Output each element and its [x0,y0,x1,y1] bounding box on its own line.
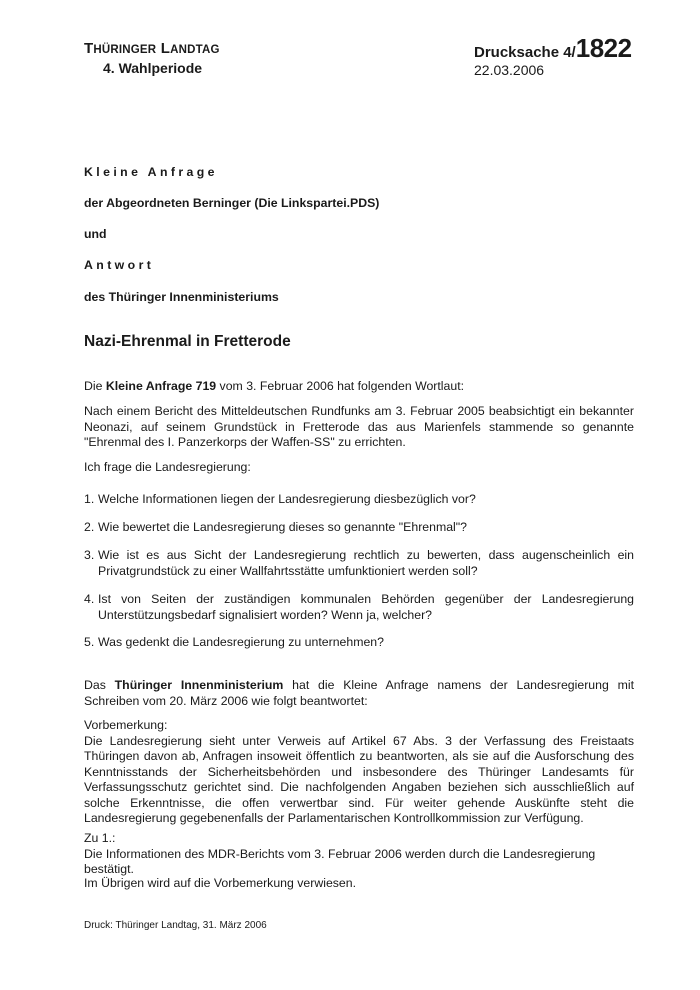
answer-intro-suffix: hat die Kleine Anfrage namens der Landesregierung mit Schreiben vom 20. März 2006 wie folgt beantwortet: [84,678,634,708]
parliament-name-rest-1: HÜRINGER [93,44,157,56]
question-number: 3. [84,548,95,562]
drucksache-line [474,33,632,64]
question-number: 5. [84,635,95,649]
parliament-name-initial-2: L [160,40,171,57]
parliament-header [84,40,220,77]
print-footer: Druck: Thüringer Landtag, 31. März 2006 [84,920,267,931]
question-item-4 [84,592,634,623]
und-line: und [84,227,107,241]
intro-prefix: Die [84,379,106,393]
parliament-name-initial-1: T [84,40,94,57]
question-item-5 [84,635,634,651]
vorbemerkung-label: Vorbemerkung: [84,718,168,732]
drucksache-number: 1822 [575,33,632,63]
answer-intro-paragraph [84,678,634,709]
question-item-2 [84,520,634,536]
vorbemerkung-text: Die Landesregierung sieht unter Verweis auf Artikel 67 Abs. 3 der Verfassung des Freistaats Thüringen davon ab, Anfragen insoweit öffentlich zu beantworten, als sie auf die Ausforschung des Kenntnisstands der Sicherheitsbehörden und insbesondere des Thüringer Landesamts für Verfassungsschutz gerichtet sind. Die nachfolgenden Angaben beziehen sich ausschließlich auf solche Erkenntnisse, die offen verwertbar sind. Für weiter gehende Auskünfte steht die Landesregierung gegebenenfalls der Parlamentarischen Kontrollkommission zur Verfügung. [84,733,634,825]
abgeordnete-line: der Abgeordneten Berninger (Die Linkspartei.PDS) [84,196,380,210]
question-number: 2. [84,520,95,534]
drucksache-label: Drucksache 4/ [474,44,576,61]
kleine-anfrage-heading: Kleine Anfrage [84,165,218,179]
frage-intro: Ich frage die Landesregierung: [84,460,251,474]
answer-1-label: Zu 1.: [84,831,116,845]
wortlaut-paragraph: Nach einem Bericht des Mitteldeutschen Rundfunks am 3. Februar 2005 beabsichtigt ein bekannter Neonazi, auf seinem Grundstück in Fretterode das aus Marienfels stammende so genannte "Ehrenmal des I. Panzerkorps der Waffen-SS" zu errichten. [84,404,634,449]
question-text: Was gedenkt die Landesregierung zu unternehmen? [98,635,384,649]
antwort-heading: Antwort [84,258,155,272]
question-text: Wie bewertet die Landesregierung dieses so genannte "Ehrenmal"? [98,520,467,534]
intro-paragraph [84,379,634,395]
answer-intro-prefix: Das [84,678,115,692]
election-period: 4. Wahlperiode [103,60,203,76]
question-item-1 [84,492,634,508]
question-text: Ist von Seiten der zuständigen kommunalen Behörden gegenüber der Landesregierung Unterstützungsbedarf signalisiert worden? Wenn ja, welcher? [98,592,634,622]
intro-suffix: vom 3. Februar 2006 hat folgenden Wortlaut: [216,379,465,393]
question-text: Wie ist es aus Sicht der Landesregierung rechtlich zu bewerten, dass augenscheinlich ein Privatgrundstück zu einer Wallfahrtsstätte umfunktioniert werden soll? [98,548,634,578]
parliament-name [84,40,220,59]
ministerium-line: des Thüringer Innenministeriums [84,290,279,304]
question-number: 4. [84,592,95,606]
question-text: Welche Informationen liegen der Landesregierung diesbezüglich vor? [98,492,476,506]
document-id-block [474,33,632,78]
answer-1-section [84,831,634,878]
page-title: Nazi-Ehrenmal in Fretterode [84,333,291,350]
question-item-3 [84,548,634,579]
intro-reference: Kleine Anfrage 719 [105,379,217,393]
parliament-name-rest-2: ANDTAG [170,44,220,56]
answer-1-text: Die Informationen des MDR-Berichts vom 3. Februar 2006 werden durch die Landesregierung bestätigt. [84,846,596,876]
document-date: 22.03.2006 [474,62,545,78]
closing-line: Im Übrigen wird auf die Vorbemerkung verwiesen. [84,876,357,890]
answer-ministry: Thüringer Innenministerium [114,678,284,692]
question-number: 1. [84,492,95,506]
vorbemerkung-section [84,718,634,827]
